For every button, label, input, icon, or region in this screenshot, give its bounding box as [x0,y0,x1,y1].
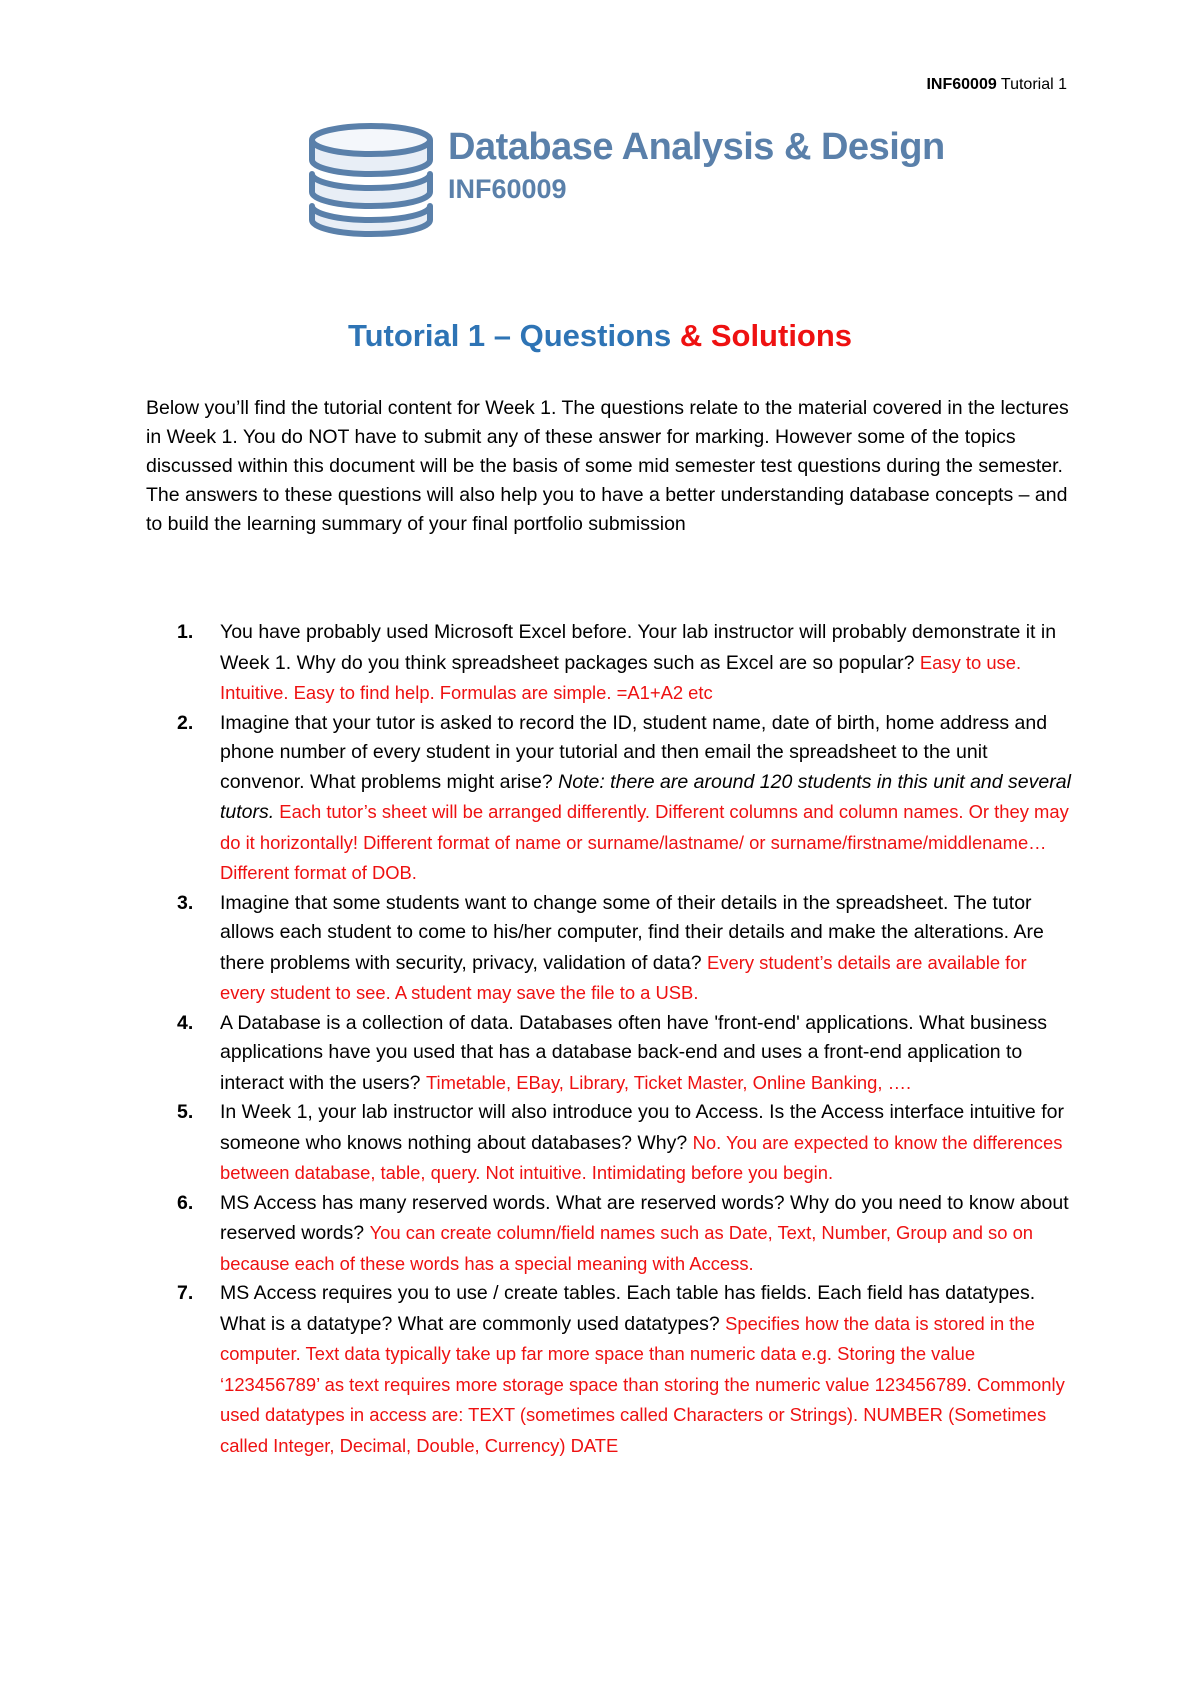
question-note: Note: there are around 120 students in this unit and several tutors. [220,770,1071,823]
question-text: MS Access has many reserved words. What are reserved words? Why do you need to know about reserved words? [220,1191,1069,1244]
database-icon [306,122,436,244]
question-item [146,1279,1076,1461]
logo-title: Database Analysis & Design [448,126,945,168]
question-number: 2. [177,711,194,734]
intro-paragraph: Below you’ll find the tutorial content for Week 1. The questions relate to the material covered in the lectures in Week 1. You do NOT have to submit any of these answer for marking. However some of the topics discussed within this document will be the basis of some mid semester test questions during the semester. The answers to these questions will also help you to have a better understanding database concepts – and to build the learning summary of your final portfolio submission [146,397,1069,535]
question-number: 3. [177,891,194,914]
answer-text: Easy to use. Intuitive. Easy to find help. Formulas are simple. =A1+A2 etc [220,651,1022,703]
question-text: Imagine that some students want to change some of their details in the spreadsheet. The tutor allows each student to come to his/her computer, find their details and make the alterations. Are there problems with security, privacy, validation of data? [220,891,1044,974]
page-header [926,76,1067,94]
question-number: 5. [177,1101,194,1123]
answer-text: No. You are expected to know the differences between database, table, query. Not intuitive. Intimidating before you begin. [220,1131,1063,1183]
question-number: 4. [177,1011,194,1034]
question-item [146,709,1076,889]
title-solutions: & Solutions [671,318,853,353]
answer-text: Each tutor’s sheet will be arranged differently. Different columns and column names. Or they may do it horizontally! Different format of name or surname/lastname/ or surname/firstname/middlename… Different format of DOB. [220,801,1069,883]
question-item [146,1009,1076,1099]
question-number: 6. [177,1191,194,1214]
question-item [146,1189,1076,1280]
course-logo [306,122,946,244]
question-text: MS Access requires you to use / create tables. Each table has fields. Each field has datatypes. What is a datatype? What are commonly used datatypes? [220,1282,1036,1335]
answer-text: Specifies how the data is stored in the computer. Text data typically take up far more space than numeric data e.g. Storing the value ‘123456789’ as text requires more storage space than storing the numeric value 123456789. Commonly used datatypes in access are: TEXT (sometimes called Characters or Strings). NUMBER (Sometimes called Integer, Decimal, Double, Currency) DATE [220,1312,1065,1456]
question-text: In Week 1, your lab instructor will also introduce you to Access. Is the Access interface intuitive for someone who knows nothing about databases? Why? [220,1101,1064,1154]
question-list [146,618,1076,1461]
question-item [146,618,1076,709]
logo-subtitle: INF60009 [448,174,567,204]
header-label: Tutorial 1 [1000,76,1067,93]
answer-text: Every student’s details are available for every student to see. A student may save the file to a USB. [220,951,1027,1003]
header-course-code: INF60009 [926,76,997,93]
question-number: 1. [177,621,194,643]
page-title [0,318,1200,354]
question-text: You have probably used Microsoft Excel before. Your lab instructor will probably demonstrate it in Week 1. Why do you think spreadsheet packages such as Excel are so popular? [220,621,1057,674]
question-item [146,1098,1076,1189]
question-item [146,889,1076,1009]
title-questions: Tutorial 1 – Questions [347,318,672,353]
question-text: A Database is a collection of data. Databases often have 'front-end' applications. What business applications have you used that has a database back-end and uses a front-end application to interact with the users? [220,1011,1047,1094]
answer-text: You can create column/field names such as Date, Text, Number, Group and so on because each of these words has a special meaning with Access. [220,1222,1034,1274]
question-number: 7. [177,1282,194,1304]
question-text: Imagine that your tutor is asked to record the ID, student name, date of birth, home address and phone number of every student in your tutorial and then email the spreadsheet to the unit convenor. What problems might arise? [220,711,1048,793]
answer-text: Timetable, EBay, Library, Ticket Master, Online Banking, …. [425,1071,912,1093]
